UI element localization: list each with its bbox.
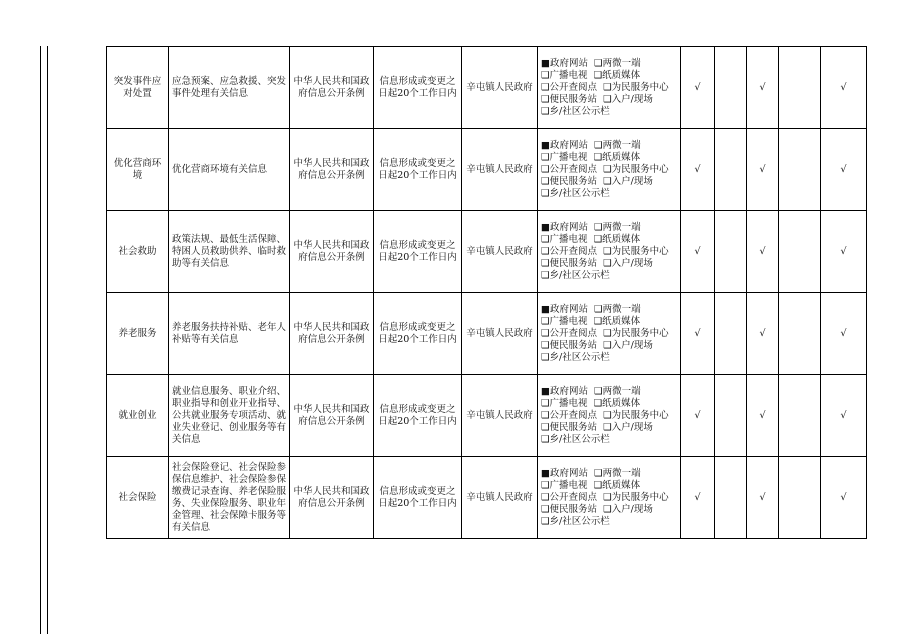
category-cell: 突发事件应对处置 bbox=[107, 47, 169, 129]
channel-option bbox=[603, 492, 669, 503]
unchecked-box-icon: ❑ bbox=[603, 81, 612, 93]
channel-option bbox=[541, 106, 610, 117]
category-cell: 社会救助 bbox=[107, 211, 169, 293]
unchecked-box-icon: ❑ bbox=[603, 175, 612, 187]
unchecked-box-icon: ❑ bbox=[541, 315, 550, 327]
channel-option bbox=[541, 504, 597, 515]
unchecked-box-icon: ❑ bbox=[593, 479, 603, 491]
checked-box-icon: ■ bbox=[541, 57, 550, 69]
unchecked-box-icon: ❑ bbox=[593, 233, 603, 245]
channel-label: 纸质媒体 bbox=[602, 233, 641, 245]
channel-label: 入户/现场 bbox=[611, 421, 653, 433]
unchecked-box-icon: ❑ bbox=[541, 339, 550, 351]
channel-option bbox=[594, 398, 641, 409]
time-limit-cell: 信息形成或变更之日起20个工作日内 bbox=[374, 211, 462, 293]
unchecked-box-icon: ❑ bbox=[603, 327, 612, 339]
channel-option bbox=[603, 176, 653, 187]
channel-option bbox=[603, 504, 653, 515]
unchecked-box-icon: ❑ bbox=[541, 421, 550, 433]
channel-line bbox=[541, 340, 677, 352]
channel-label: 为民服务中心 bbox=[611, 327, 669, 339]
channel-cell bbox=[538, 457, 681, 539]
unchecked-box-icon: ❑ bbox=[593, 315, 603, 327]
unchecked-box-icon: ❑ bbox=[603, 409, 612, 421]
check-mark-cell: √ bbox=[747, 293, 779, 375]
channel-label: 乡/社区公示栏 bbox=[549, 433, 610, 445]
channel-label: 便民服务站 bbox=[549, 339, 598, 351]
channel-label: 公开查阅点 bbox=[549, 327, 598, 339]
unchecked-box-icon: ❑ bbox=[541, 245, 550, 257]
channel-option bbox=[603, 164, 669, 175]
channel-line bbox=[541, 328, 677, 340]
channel-option bbox=[603, 340, 653, 351]
category-cell: 就业创业 bbox=[107, 375, 169, 457]
check-mark-cell bbox=[715, 47, 747, 129]
unchecked-box-icon: ❑ bbox=[541, 327, 550, 339]
time-limit-cell: 信息形成或变更之日起20个工作日内 bbox=[374, 129, 462, 211]
unchecked-box-icon: ❑ bbox=[603, 491, 612, 503]
content-cell: 就业信息服务、职业介绍、职业指导和创业开业指导、公共就业服务专项活动、就业失业登记、创业服务等有关信息 bbox=[169, 375, 290, 457]
channel-label: 纸质媒体 bbox=[602, 397, 641, 409]
channel-option bbox=[594, 152, 641, 163]
check-mark-cell: √ bbox=[821, 47, 867, 129]
channel-label: 公开查阅点 bbox=[549, 81, 598, 93]
unchecked-box-icon: ❑ bbox=[593, 151, 603, 163]
channel-label: 便民服务站 bbox=[549, 175, 598, 187]
channel-label: 纸质媒体 bbox=[602, 151, 641, 163]
check-mark-cell bbox=[779, 47, 821, 129]
time-limit-cell: 信息形成或变更之日起20个工作日内 bbox=[374, 293, 462, 375]
channel-line bbox=[541, 258, 677, 270]
unchecked-box-icon: ❑ bbox=[541, 515, 550, 527]
channel-label: 便民服务站 bbox=[549, 93, 598, 105]
channel-option bbox=[603, 94, 653, 105]
channel-label: 两微一端 bbox=[602, 385, 641, 397]
check-mark-cell bbox=[779, 211, 821, 293]
channel-option bbox=[594, 140, 641, 151]
channel-label: 政府网站 bbox=[549, 221, 588, 233]
channel-option bbox=[541, 422, 597, 433]
unchecked-box-icon: ❑ bbox=[541, 175, 550, 187]
channel-line bbox=[541, 188, 677, 200]
unchecked-box-icon: ❑ bbox=[541, 397, 550, 409]
check-mark-cell: √ bbox=[681, 211, 715, 293]
channel-label: 政府网站 bbox=[549, 467, 588, 479]
check-mark-cell: √ bbox=[747, 457, 779, 539]
category-cell: 社会保险 bbox=[107, 457, 169, 539]
channel-option bbox=[594, 480, 641, 491]
unchecked-box-icon: ❑ bbox=[594, 221, 603, 233]
channel-line bbox=[541, 70, 677, 82]
basis-cell: 中华人民共和国政府信息公开条例 bbox=[290, 375, 374, 457]
channel-cell bbox=[538, 47, 681, 129]
check-mark-cell bbox=[715, 211, 747, 293]
unchecked-box-icon: ❑ bbox=[594, 139, 603, 151]
table-body bbox=[107, 47, 867, 539]
channel-label: 政府网站 bbox=[549, 385, 588, 397]
content-cell: 社会保险登记、社会保险参保信息维护、社会保险参保缴费记录查询、养老保险服务、失业保险服务、职业年金管理、社会保障卡服务等有关信息 bbox=[169, 457, 290, 539]
time-limit-cell: 信息形成或变更之日起20个工作日内 bbox=[374, 47, 462, 129]
basis-cell: 中华人民共和国政府信息公开条例 bbox=[290, 47, 374, 129]
channel-label: 乡/社区公示栏 bbox=[549, 269, 610, 281]
channel-option bbox=[541, 82, 597, 93]
subject-cell: 辛屯镇人民政府 bbox=[462, 211, 538, 293]
channel-label: 广播电视 bbox=[549, 397, 588, 409]
unchecked-box-icon: ❑ bbox=[541, 409, 550, 421]
channel-label: 乡/社区公示栏 bbox=[549, 105, 610, 117]
channel-label: 为民服务中心 bbox=[611, 409, 669, 421]
channel-option bbox=[541, 352, 610, 363]
table-row bbox=[107, 293, 867, 375]
checked-box-icon: ■ bbox=[541, 221, 550, 233]
unchecked-box-icon: ❑ bbox=[541, 151, 550, 163]
unchecked-box-icon: ❑ bbox=[541, 269, 550, 281]
unchecked-box-icon: ❑ bbox=[603, 421, 612, 433]
channel-option bbox=[541, 316, 588, 327]
channel-option bbox=[603, 328, 669, 339]
disclosure-table bbox=[106, 46, 867, 539]
channel-option bbox=[603, 258, 653, 269]
channel-line bbox=[541, 246, 677, 258]
channel-option bbox=[541, 480, 588, 491]
check-mark-cell: √ bbox=[747, 47, 779, 129]
channel-label: 两微一端 bbox=[602, 139, 641, 151]
channel-option bbox=[541, 222, 588, 233]
content-cell: 政策法规、最低生活保障、特困人员救助供养、临时救助等有关信息 bbox=[169, 211, 290, 293]
table-row bbox=[107, 375, 867, 457]
channel-line bbox=[541, 492, 677, 504]
channel-label: 公开查阅点 bbox=[549, 491, 598, 503]
channel-line bbox=[541, 140, 677, 152]
channel-label: 入户/现场 bbox=[611, 257, 653, 269]
unchecked-box-icon: ❑ bbox=[594, 303, 603, 315]
channel-label: 政府网站 bbox=[549, 57, 588, 69]
check-mark-cell: √ bbox=[681, 375, 715, 457]
unchecked-box-icon: ❑ bbox=[603, 163, 612, 175]
channel-line bbox=[541, 94, 677, 106]
content-cell: 优化营商环境有关信息 bbox=[169, 129, 290, 211]
unchecked-box-icon: ❑ bbox=[594, 385, 603, 397]
channel-label: 纸质媒体 bbox=[602, 479, 641, 491]
check-mark-cell bbox=[715, 293, 747, 375]
check-mark-cell: √ bbox=[821, 457, 867, 539]
check-mark-cell: √ bbox=[681, 129, 715, 211]
check-mark-cell: √ bbox=[821, 293, 867, 375]
subject-cell: 辛屯镇人民政府 bbox=[462, 457, 538, 539]
unchecked-box-icon: ❑ bbox=[541, 433, 550, 445]
channel-option bbox=[541, 258, 597, 269]
unchecked-box-icon: ❑ bbox=[541, 69, 550, 81]
time-limit-cell: 信息形成或变更之日起20个工作日内 bbox=[374, 457, 462, 539]
channel-option bbox=[594, 316, 641, 327]
channel-option bbox=[541, 304, 588, 315]
channel-cell bbox=[538, 129, 681, 211]
channel-label: 为民服务中心 bbox=[611, 163, 669, 175]
table-row bbox=[107, 211, 867, 293]
check-mark-cell: √ bbox=[821, 375, 867, 457]
channel-label: 公开查阅点 bbox=[549, 245, 598, 257]
time-limit-cell: 信息形成或变更之日起20个工作日内 bbox=[374, 375, 462, 457]
check-mark-cell: √ bbox=[747, 129, 779, 211]
channel-option bbox=[541, 246, 597, 257]
channel-label: 纸质媒体 bbox=[602, 315, 641, 327]
channel-cell bbox=[538, 293, 681, 375]
channel-option bbox=[541, 468, 588, 479]
channel-label: 政府网站 bbox=[549, 303, 588, 315]
channel-label: 便民服务站 bbox=[549, 503, 598, 515]
channel-option bbox=[594, 234, 641, 245]
channel-label: 入户/现场 bbox=[611, 503, 653, 515]
channel-option bbox=[541, 58, 588, 69]
subject-cell: 辛屯镇人民政府 bbox=[462, 293, 538, 375]
channel-label: 入户/现场 bbox=[611, 175, 653, 187]
channel-line bbox=[541, 504, 677, 516]
channel-line bbox=[541, 152, 677, 164]
channel-line bbox=[541, 58, 677, 70]
channel-label: 两微一端 bbox=[602, 57, 641, 69]
channel-option bbox=[541, 398, 588, 409]
channel-label: 为民服务中心 bbox=[611, 491, 669, 503]
channel-option bbox=[541, 492, 597, 503]
unchecked-box-icon: ❑ bbox=[541, 93, 550, 105]
channel-line bbox=[541, 422, 677, 434]
channel-line bbox=[541, 468, 677, 480]
channel-label: 公开查阅点 bbox=[549, 163, 598, 175]
table-row bbox=[107, 457, 867, 539]
channel-label: 广播电视 bbox=[549, 151, 588, 163]
table-row bbox=[107, 47, 867, 129]
channel-label: 便民服务站 bbox=[549, 257, 598, 269]
channel-option bbox=[541, 188, 610, 199]
checked-box-icon: ■ bbox=[541, 467, 550, 479]
content-cell: 养老服务扶持补贴、老年人补贴等有关信息 bbox=[169, 293, 290, 375]
check-mark-cell: √ bbox=[821, 211, 867, 293]
channel-label: 乡/社区公示栏 bbox=[549, 515, 610, 527]
channel-line bbox=[541, 176, 677, 188]
channel-label: 为民服务中心 bbox=[611, 81, 669, 93]
channel-option bbox=[541, 386, 588, 397]
channel-label: 为民服务中心 bbox=[611, 245, 669, 257]
channel-option bbox=[541, 94, 597, 105]
unchecked-box-icon: ❑ bbox=[541, 503, 550, 515]
channel-line bbox=[541, 516, 677, 528]
checked-box-icon: ■ bbox=[541, 385, 550, 397]
unchecked-box-icon: ❑ bbox=[541, 257, 550, 269]
check-mark-cell bbox=[715, 457, 747, 539]
channel-label: 乡/社区公示栏 bbox=[549, 351, 610, 363]
channel-label: 广播电视 bbox=[549, 69, 588, 81]
channel-option bbox=[603, 422, 653, 433]
channel-label: 便民服务站 bbox=[549, 421, 598, 433]
channel-line bbox=[541, 164, 677, 176]
channel-option bbox=[541, 140, 588, 151]
check-mark-cell bbox=[779, 375, 821, 457]
check-mark-cell: √ bbox=[821, 129, 867, 211]
unchecked-box-icon: ❑ bbox=[541, 351, 550, 363]
channel-line bbox=[541, 316, 677, 328]
channel-option bbox=[541, 434, 610, 445]
channel-option bbox=[594, 222, 641, 233]
unchecked-box-icon: ❑ bbox=[593, 69, 603, 81]
unchecked-box-icon: ❑ bbox=[541, 479, 550, 491]
channel-option bbox=[541, 176, 597, 187]
channel-label: 纸质媒体 bbox=[602, 69, 641, 81]
channel-option bbox=[541, 152, 588, 163]
channel-option bbox=[603, 410, 669, 421]
unchecked-box-icon: ❑ bbox=[541, 81, 550, 93]
channel-label: 政府网站 bbox=[549, 139, 588, 151]
channel-line bbox=[541, 222, 677, 234]
channel-option bbox=[541, 516, 610, 527]
unchecked-box-icon: ❑ bbox=[593, 397, 603, 409]
channel-option bbox=[594, 58, 641, 69]
unchecked-box-icon: ❑ bbox=[594, 467, 603, 479]
channel-line bbox=[541, 270, 677, 282]
channel-line bbox=[541, 398, 677, 410]
check-mark-cell: √ bbox=[681, 457, 715, 539]
channel-option bbox=[541, 270, 610, 281]
check-mark-cell bbox=[715, 129, 747, 211]
channel-label: 公开查阅点 bbox=[549, 409, 598, 421]
unchecked-box-icon: ❑ bbox=[541, 233, 550, 245]
check-mark-cell bbox=[715, 375, 747, 457]
channel-option bbox=[603, 82, 669, 93]
check-mark-cell: √ bbox=[681, 293, 715, 375]
channel-line bbox=[541, 82, 677, 94]
channel-label: 广播电视 bbox=[549, 479, 588, 491]
unchecked-box-icon: ❑ bbox=[541, 491, 550, 503]
channel-option bbox=[541, 164, 597, 175]
unchecked-box-icon: ❑ bbox=[541, 163, 550, 175]
unchecked-box-icon: ❑ bbox=[603, 257, 612, 269]
channel-option bbox=[594, 468, 641, 479]
basis-cell: 中华人民共和国政府信息公开条例 bbox=[290, 293, 374, 375]
channel-option bbox=[594, 386, 641, 397]
channel-label: 入户/现场 bbox=[611, 339, 653, 351]
channel-cell bbox=[538, 211, 681, 293]
unchecked-box-icon: ❑ bbox=[541, 187, 550, 199]
check-mark-cell bbox=[779, 293, 821, 375]
unchecked-box-icon: ❑ bbox=[603, 245, 612, 257]
channel-label: 两微一端 bbox=[602, 467, 641, 479]
channel-option bbox=[594, 304, 641, 315]
subject-cell: 辛屯镇人民政府 bbox=[462, 129, 538, 211]
table-row bbox=[107, 129, 867, 211]
channel-option bbox=[603, 246, 669, 257]
channel-line bbox=[541, 480, 677, 492]
basis-cell: 中华人民共和国政府信息公开条例 bbox=[290, 129, 374, 211]
channel-option bbox=[541, 328, 597, 339]
check-mark-cell: √ bbox=[681, 47, 715, 129]
check-mark-cell bbox=[779, 129, 821, 211]
channel-line bbox=[541, 304, 677, 316]
checked-box-icon: ■ bbox=[541, 139, 550, 151]
channel-cell bbox=[538, 375, 681, 457]
check-mark-cell: √ bbox=[747, 375, 779, 457]
subject-cell: 辛屯镇人民政府 bbox=[462, 375, 538, 457]
channel-line bbox=[541, 234, 677, 246]
check-mark-cell bbox=[779, 457, 821, 539]
channel-option bbox=[541, 70, 588, 81]
basis-cell: 中华人民共和国政府信息公开条例 bbox=[290, 457, 374, 539]
channel-label: 广播电视 bbox=[549, 315, 588, 327]
category-cell: 优化营商环境 bbox=[107, 129, 169, 211]
unchecked-box-icon: ❑ bbox=[603, 93, 612, 105]
check-mark-cell: √ bbox=[747, 211, 779, 293]
channel-label: 入户/现场 bbox=[611, 93, 653, 105]
channel-line bbox=[541, 410, 677, 422]
unchecked-box-icon: ❑ bbox=[603, 503, 612, 515]
channel-label: 两微一端 bbox=[602, 303, 641, 315]
channel-line bbox=[541, 352, 677, 364]
left-border-line-inner bbox=[47, 46, 48, 634]
channel-option bbox=[541, 410, 597, 421]
basis-cell: 中华人民共和国政府信息公开条例 bbox=[290, 211, 374, 293]
unchecked-box-icon: ❑ bbox=[594, 57, 603, 69]
channel-option bbox=[594, 70, 641, 81]
content-cell: 应急预案、应急救援、突发事件处理有关信息 bbox=[169, 47, 290, 129]
channel-option bbox=[541, 234, 588, 245]
channel-label: 广播电视 bbox=[549, 233, 588, 245]
channel-line bbox=[541, 434, 677, 446]
channel-label: 乡/社区公示栏 bbox=[549, 187, 610, 199]
unchecked-box-icon: ❑ bbox=[603, 339, 612, 351]
channel-line bbox=[541, 386, 677, 398]
category-cell: 养老服务 bbox=[107, 293, 169, 375]
channel-option bbox=[541, 340, 597, 351]
subject-cell: 辛屯镇人民政府 bbox=[462, 47, 538, 129]
channel-label: 两微一端 bbox=[602, 221, 641, 233]
left-border-line-outer bbox=[40, 46, 41, 634]
unchecked-box-icon: ❑ bbox=[541, 105, 550, 117]
checked-box-icon: ■ bbox=[541, 303, 550, 315]
channel-line bbox=[541, 106, 677, 118]
